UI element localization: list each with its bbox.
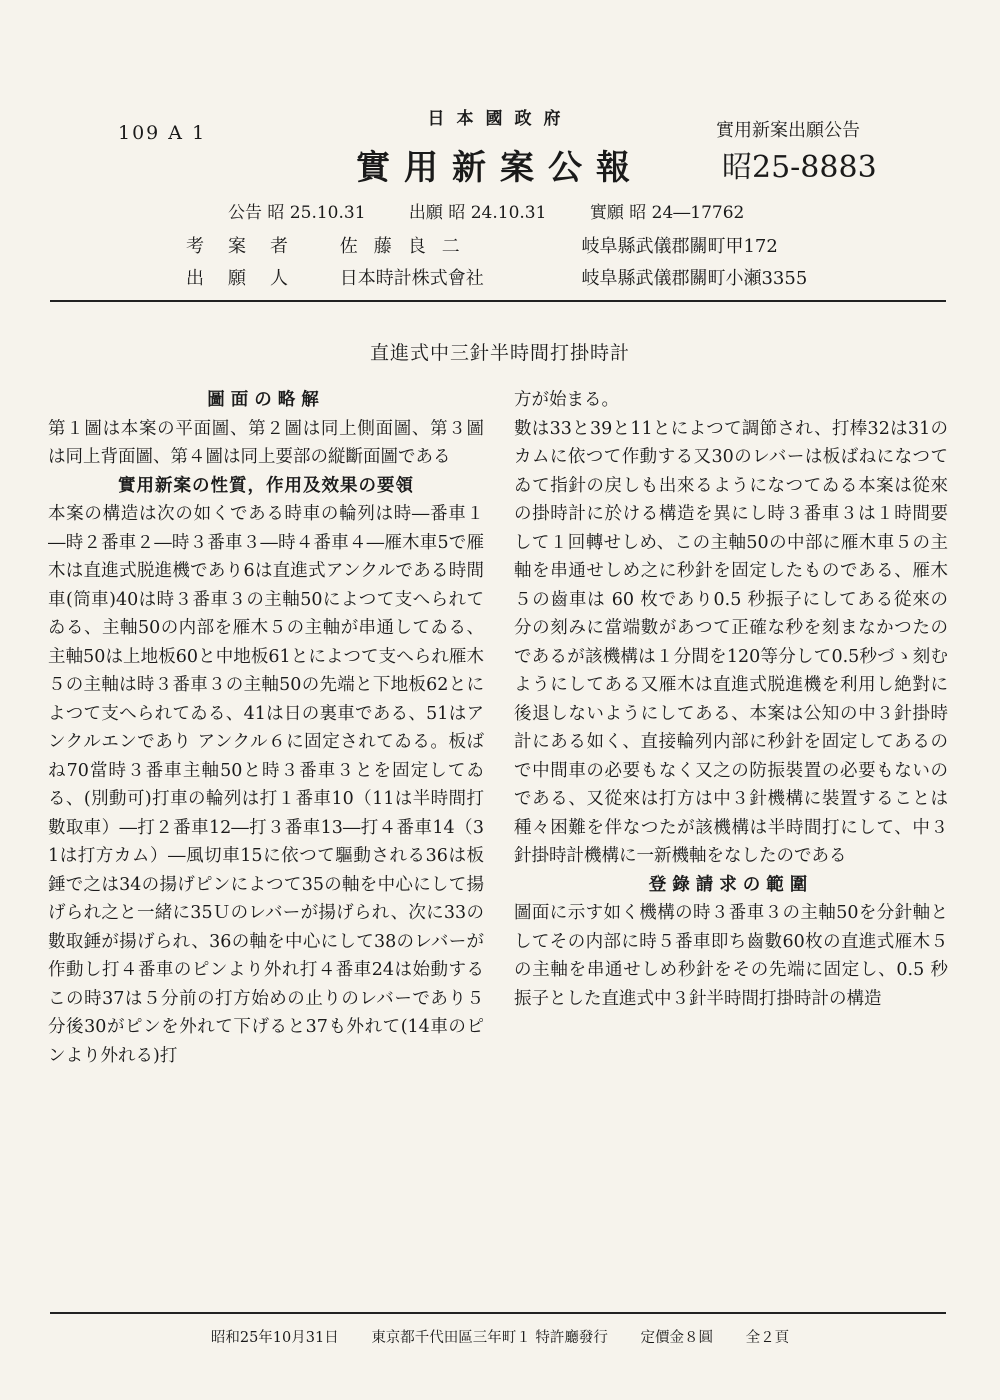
right-column — [514, 386, 948, 1013]
claim-text: 圖面に示す如く機構の時３番車３の主軸50を分針軸としてその内部に時５番車即ち齒數60枚の直進式雁木５の主軸を串通せしめ秒針をその先端に固定し、0.5 秒振子とした直進式中３針半時間打掛時計の構造 — [514, 903, 948, 1009]
applicant-label: 出願人 — [186, 268, 312, 289]
header-divider — [50, 300, 946, 302]
date-line — [228, 198, 782, 223]
footer-publisher: 東京都千代田區三年町１ 特許廳發行 — [371, 1330, 608, 1346]
document-title: 直進式中三針半時間打掛時計 — [369, 342, 630, 364]
government-name: 日本國政府 — [427, 109, 573, 129]
inventor-label: 考案者 — [186, 236, 312, 257]
continuation-text: 方が始まる。 數は33と39と11とによつて調節され、打棒32は31のカムに依つて作動する又30のレバーは板ばねになつてゐて指針の戻しも出來るようになつてゐる本案は從來の掛時計に於ける構造を異にし時３番車３は１時間要して１回轉せしめ、この主軸50の中部に雁木車５の主軸を串通せしめ之に秒針を固定したものである、雁木５の齒車は 60 枚であり0.5 秒振子にしてある從來の分の刻みに當端數があつて正確な秒を刻まなかつたのであるが該機構は１分間を120等分して0.5秒づゝ刻むようにしてある又雁木は直進式脱進機を利用し絶對に後退しないようにしてある、本案は公知の中３針掛時計にある如く、直接輪列内部に秒針を固定してあるので中間車の必要もなく又之の防振裝置の必要もないのである、又從來は打方は中３針機構に裝置することは種々困難を伴なつたが該機構は半時間打にして、中３針掛時計機構に一新機軸をなしたのである — [514, 390, 948, 866]
claim-heading: 登錄請求の範圍 — [648, 874, 814, 895]
drawings-text: 第１圖は本案の平面圖、第２圖は同上側面圖、第３圖は同上背面圖、第４圖は同上要部の縦斷面圖である — [48, 418, 484, 467]
nature-text: 本案の構造は次の如くである時車の輪列は時―番車１―時２番車２―時３番車３―時４番車４―雁木車5で雁木は直進式脱進機であり6は直進式アンクルである時間車(筒車)40は時３番車３の主軸50によつて支へられてゐる、主軸50の内部を雁木５の主軸が串通してゐる、主軸50は上地板60と中地板61とによつて支へられ雁木５の主軸は時３番車３の主軸50の先端と下地板62とによつて支へられてゐる、41は日の裏車である、51はアンクルエンであり アンクル６に固定されてゐる。板ばね70當時３番車主軸50と時３番車３とを固定してゐる、(別動可)打車の輪列は打１番車10（11は半時間打數取車）―打２番車12―打３番車13―打４番車14（31は打方カム）―風切車15に依つて驅動される36は板錘で之は34の揚げピンによつて35の軸を中心にして揚げられ之と一緒に35Ｕのレバーが揚げられ、次に33の數取錘が揚げられ、36の軸を中心にして38のレバーが作動し打４番車のピンより外れ打４番車24は始動するこの時37は５分前の打方始めの止りのレバーであり５分後30がピンを外れて下げると37も外れて(14車のピンより外れる)打 — [48, 504, 484, 1066]
inventor-address: 岐阜縣武儀郡關町甲172 — [581, 236, 778, 257]
left-column — [48, 386, 484, 1070]
classification-code: 109 A 1 — [118, 122, 207, 144]
notice-number: 昭25-8883 — [722, 150, 877, 185]
inventor-name: 佐藤良二 — [339, 236, 476, 257]
footer-price: 定價金８圓 — [640, 1330, 714, 1346]
filing-date: 出願 昭 24.10.31 — [408, 203, 547, 223]
applicant-name: 日本時計株式會社 — [339, 268, 484, 289]
footer-divider — [50, 1312, 946, 1314]
gazette-title: 實用新案公報 — [356, 148, 644, 188]
drawings-heading: 圖面の略解 — [207, 390, 325, 410]
footer-date: 昭和25年10月31日 — [210, 1330, 339, 1346]
applicant-row — [186, 264, 807, 290]
applicant-address: 岐阜縣武儀郡關町小瀬3355 — [581, 268, 808, 289]
notice-label: 實用新案出願公告 — [716, 120, 860, 141]
application-number: 實願 昭 24―17762 — [589, 203, 745, 223]
footer-pages: 全２頁 — [745, 1330, 790, 1346]
inventor-row — [186, 232, 778, 258]
footer — [0, 1326, 1000, 1347]
nature-heading: 實用新案の性質，作用及效果の要領 — [118, 475, 414, 496]
publication-date: 公告 昭 25.10.31 — [228, 203, 366, 223]
